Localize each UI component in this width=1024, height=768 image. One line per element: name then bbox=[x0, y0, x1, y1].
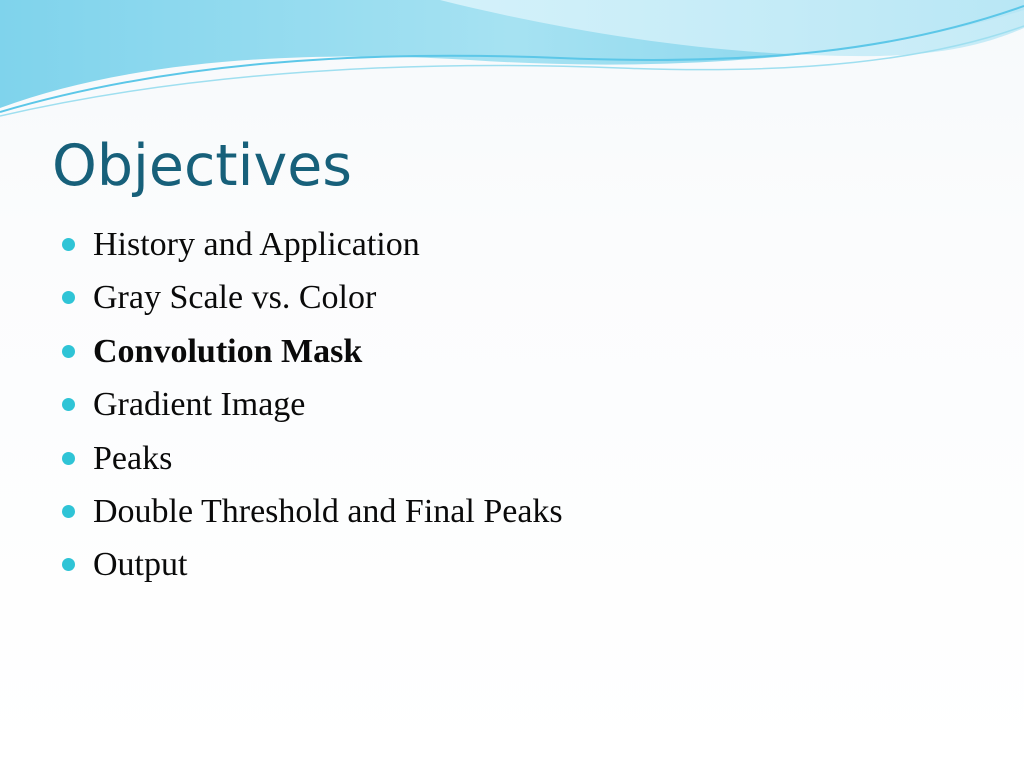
slide-title: Objectives bbox=[52, 133, 352, 199]
bullet-text: Peaks bbox=[93, 439, 173, 477]
bullet-text: History and Application bbox=[93, 226, 420, 263]
bullet-marker-icon bbox=[62, 505, 75, 518]
bullet-marker-icon bbox=[62, 345, 75, 358]
bullet-text: Gradient Image bbox=[93, 386, 306, 424]
bullet-marker-icon bbox=[62, 238, 75, 251]
bullet-marker-icon bbox=[62, 452, 75, 465]
bullet-text: Double Threshold and Final Peaks bbox=[93, 492, 563, 530]
bullet-marker-icon bbox=[62, 398, 75, 411]
bullet-text: Output bbox=[93, 546, 188, 584]
bullet-marker-icon bbox=[62, 291, 75, 304]
decorative-wave-header bbox=[0, 0, 1024, 120]
bullet-marker-icon bbox=[62, 558, 75, 571]
bullet-text: Convolution Mask bbox=[93, 332, 363, 370]
bullet-text: Gray Scale vs. Color bbox=[93, 279, 377, 317]
